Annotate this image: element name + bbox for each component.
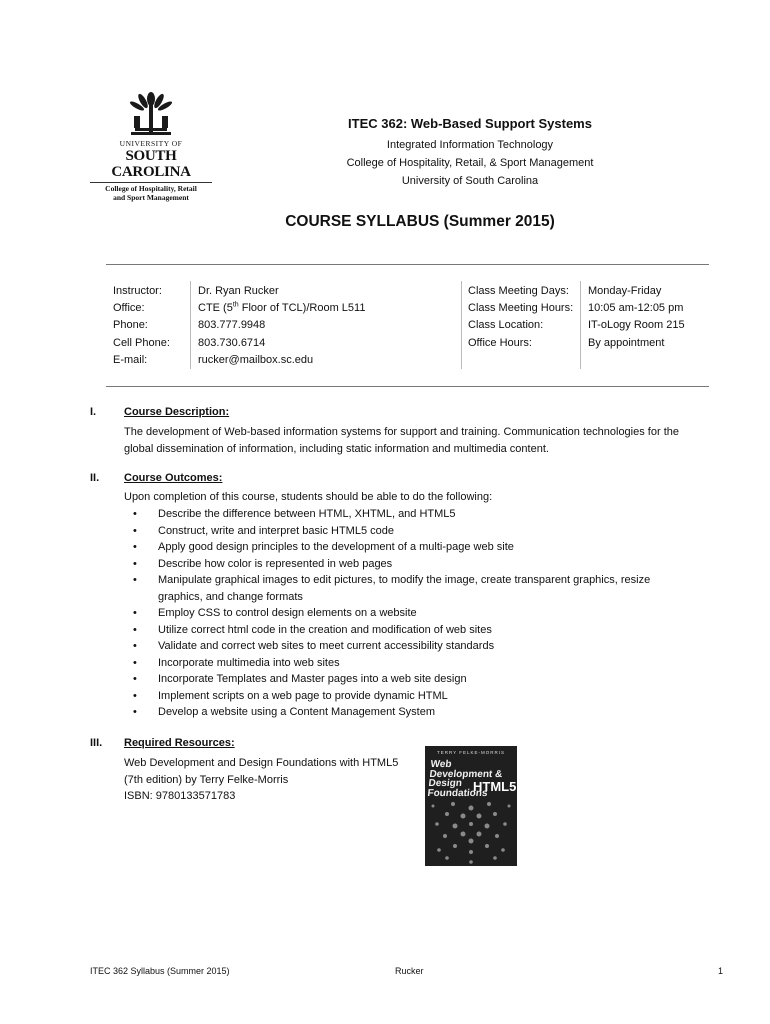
book-cover-image — [425, 746, 517, 866]
info-divider — [580, 281, 581, 369]
logo-south-carolina: SOUTH CAROLINA — [111, 148, 191, 180]
list-item: • Construct, write and interpret basic HTML5 code — [124, 523, 684, 540]
logo-college-line-2: and Sport Management — [113, 192, 189, 202]
list-item: • Describe the difference between HTML, XHTML, and HTML5 — [124, 506, 684, 523]
info-label: Office Hours: — [468, 336, 532, 349]
info-divider — [461, 281, 462, 369]
palmetto-tree-icon — [121, 90, 181, 138]
book-html5: HTML5 — [473, 779, 517, 794]
footer-author: Rucker — [395, 966, 424, 976]
class-location: IT-oLogy Room 215 — [588, 319, 685, 332]
textbook-isbn: ISBN: 9780133571783 — [124, 790, 236, 802]
university-logo — [86, 90, 216, 202]
info-label: Class Meeting Days: — [468, 285, 569, 297]
book-author: TERRY FELKE-MORRIS — [436, 750, 506, 755]
logo-divider — [90, 182, 212, 183]
course-title: ITEC 362: Web-Based Support Systems — [348, 116, 592, 131]
bottom-divider — [106, 386, 709, 387]
cell-phone-number: 803.730.6714 — [198, 336, 266, 349]
logo-college-line-1: College of Hospitality, Retail — [105, 184, 197, 193]
course-description — [124, 424, 724, 457]
list-item: • Validate and correct web sites to meet current accessibility standards — [124, 638, 684, 655]
syllabus-title: COURSE SYLLABUS (Summer 2015) — [285, 213, 555, 230]
list-item: • Develop a website using a Content Management System — [124, 704, 684, 721]
info-right-labels — [468, 283, 583, 352]
office-hours: By appointment — [588, 336, 665, 349]
outcomes-intro: Upon completion of this course, students should be able to do the following: — [124, 491, 493, 503]
description-line: The development of Web-based information systems for support and training. Communication technologies for the — [124, 426, 679, 438]
info-label: Phone: — [113, 319, 148, 332]
department-name: Integrated Information Technology — [386, 139, 554, 151]
list-item: • Apply good design principles to the development of a multi-page web site — [124, 539, 684, 556]
class-days: Monday-Friday — [588, 285, 662, 297]
list-item: • Implement scripts on a web page to provide dynamic HTML — [124, 688, 684, 705]
info-label: Class Meeting Hours: — [468, 302, 574, 315]
college-name: College of Hospitality, Retail, & Sport Management — [346, 157, 594, 169]
section-heading-resources: Required Resources: — [124, 737, 235, 749]
list-item: • Utilize correct html code in the creation and modification of web sites — [124, 622, 684, 639]
phone-number: 803.777.9948 — [198, 319, 266, 332]
section-heading-description: Course Description: — [124, 406, 230, 418]
textbook-edition: (7th edition) by Terry Felke-Morris — [124, 773, 289, 786]
section-number: III. — [90, 737, 103, 749]
section-number: I. — [90, 406, 97, 418]
info-left-values — [198, 283, 458, 369]
description-line: global dissemination of information, including static information and multimedia content. — [124, 442, 549, 455]
university-name: University of South Carolina — [401, 175, 539, 187]
book-title: Web Development & Design Foundations — [426, 759, 503, 799]
outcomes-list — [124, 506, 684, 721]
info-label: Office: — [113, 302, 145, 315]
info-label: E-mail: — [113, 353, 148, 366]
info-left-labels — [113, 283, 193, 369]
info-right-values — [588, 283, 708, 352]
class-hours: 10:05 am-12:05 pm — [588, 302, 684, 315]
section-number: II. — [90, 472, 100, 484]
instructor-name: Dr. Ryan Rucker — [198, 285, 279, 297]
footer-course: ITEC 362 Syllabus (Summer 2015) — [90, 966, 230, 976]
list-item: • Incorporate Templates and Master pages into a web site design — [124, 671, 684, 688]
top-divider — [106, 264, 709, 265]
page-number: 1 — [718, 966, 724, 976]
textbook-title: Web Development and Design Foundations with HTML5 — [124, 757, 399, 769]
section-heading-outcomes: Course Outcomes: — [124, 472, 223, 484]
info-label: Class Location: — [468, 319, 544, 332]
list-item: • Employ CSS to control design elements on a website — [124, 605, 684, 622]
office-location: CTE (5th Floor of TCL)/Room L511 — [198, 301, 366, 315]
list-item: • Incorporate multimedia into web sites — [124, 655, 684, 672]
info-divider — [190, 281, 191, 369]
list-item: • Describe how color is represented in web pages — [124, 556, 684, 573]
info-label: Cell Phone: — [113, 336, 170, 349]
logo-university-of: UNIVERSITY OF — [119, 139, 183, 148]
info-label: Instructor: — [113, 285, 162, 297]
email-address[interactable]: rucker@mailbox.sc.edu — [198, 353, 314, 366]
textbook-info — [124, 755, 414, 805]
list-item: • Manipulate graphical images to edit pictures, to modify the image, create transparent graphics, resize graphics, and change formats — [124, 572, 684, 605]
